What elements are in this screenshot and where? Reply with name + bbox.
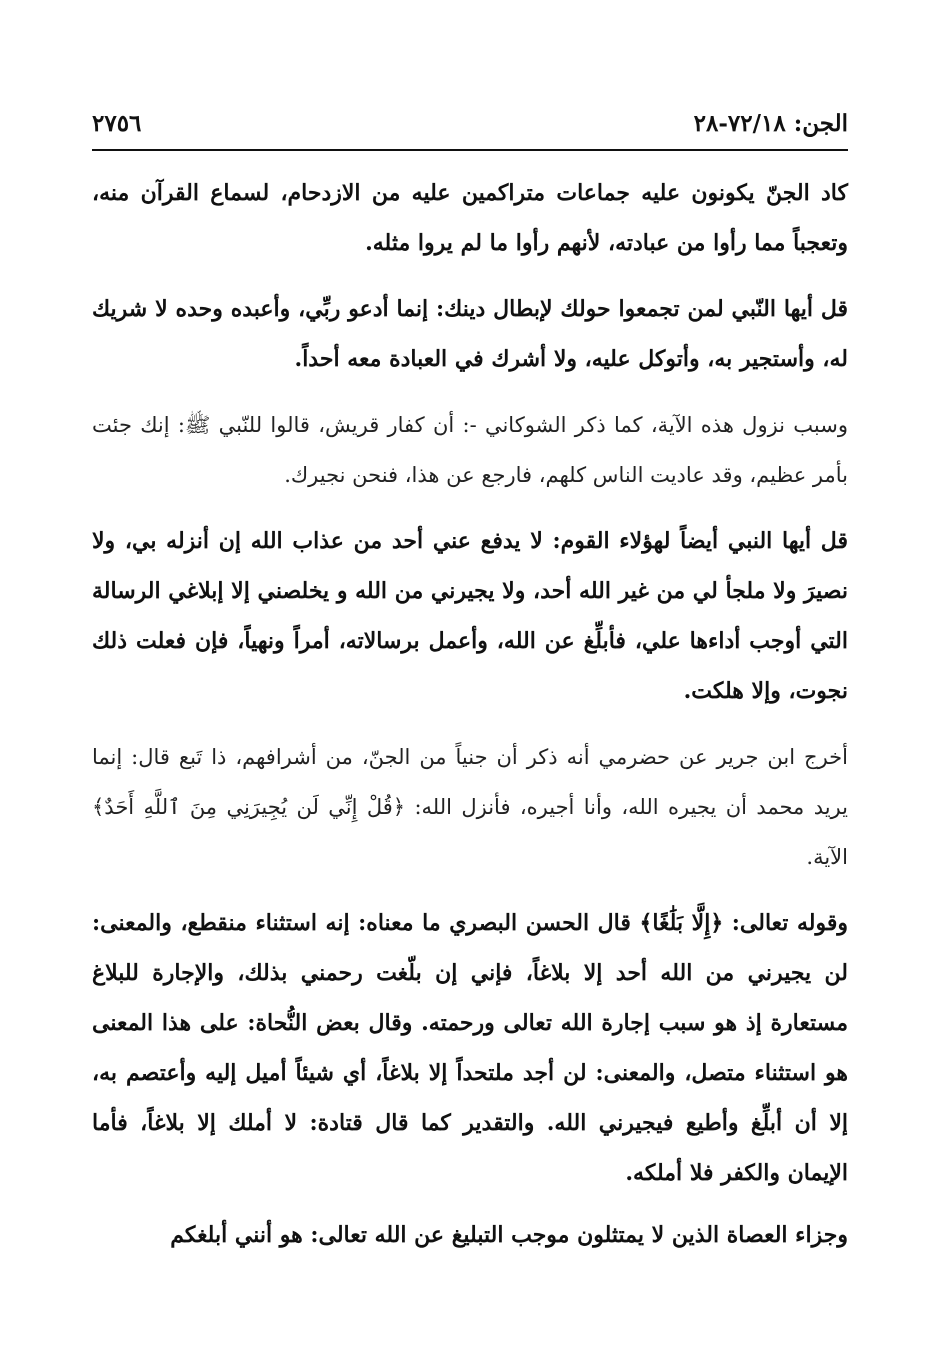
page-body [92, 168, 848, 1260]
header-divider [92, 149, 848, 151]
paragraph-commentary: قل أيها النّبي لمن تجمعوا حولك لإبطال دينك: إنما أدعو ربِّي، وأعبده وحده لا شريك له، وأستجير به، وأتوكل عليه، ولا أشرك في العبادة معه أحداً. [92, 296, 848, 372]
paragraph-commentary: وقوله تعالى: ﴿إِلَّا بَلَٰغًا﴾ قال الحسن البصري ما معناه: إنه استثناء منقطع، والمعنى: لن يجيرني من الله أحد إلا بلاغاً، فإني إن بلّغت رحمني بذلك، والإجارة للبلاغ مستعارة إذ هو سبب إجارة الله تعالى ورحمته. وقال بعض النُّحاة: على هذا المعنى هو استثناء متصل، والمعنى: لن أجد ملتحداً إلا بلاغاً، أي شيئاً أميل إليه وأعتصم به، إلا أن أبلِّغ وأطيع فيجيرني الله. والتقدير كما قال قتادة: لا أملك إلا بلاغاً، فأما الإيمان والكفر فلا أملكه. [92, 910, 848, 1186]
page-header [92, 106, 848, 148]
paragraph-narration: أخرج ابن جرير عن حضرمي أنه ذكر أن جنياً من الجنّ، من أشرافهم، ذا تَبع قال: إنما يريد محمد أن يجيره الله، وأنا أجيره، فأنزل الله: ﴿قُلْ إِنِّي لَن يُجِيرَنِي مِنَ ٱللَّهِ أَحَدٌ﴾ الآية. [92, 745, 848, 869]
paragraph-commentary: قل أيها النبي أيضاً لهؤلاء القوم: لا يدفع عني أحد من عذاب الله إن أنزله بي، ولا نصيرَ ولا ملجأ لي من غير الله أحد، ولا يجيرني من الله و يخلصني إلا إبلاغي الرسالة التي أوجب أداءها علي، فأبلِّغ عن الله، وأعمل برسالاته، أمراً ونهياً، فإن فعلت ذلك نجوت، وإلا هلكت. [92, 528, 848, 704]
paragraph-commentary: وجزاء العصاة الذين لا يمتثلون موجب التبليغ عن الله تعالى: هو أنني أبلغكم [170, 1222, 848, 1248]
page-number: ٢٧٥٦ [92, 110, 142, 137]
paragraph-revelation-cause: وسبب نزول هذه الآية، كما ذكر الشوكاني -: أن كفار قريش، قالوا للنّبي ﷺ: إنك جئت بأمر عظيم، وقد عاديت الناس كلهم، فارجع عن هذا، فنحن نجيرك. [92, 413, 848, 487]
paragraph-commentary: كاد الجنّ يكونون عليه جماعات متراكمين عليه من الازدحام، لسماع القرآن منه، وتعجباً مما رأوا من عبادته، لأنهم رأوا ما لم يروا مثله. [92, 180, 848, 256]
surah-verse-reference: الجن: ٧٢/١٨-٢٨ [693, 110, 848, 137]
